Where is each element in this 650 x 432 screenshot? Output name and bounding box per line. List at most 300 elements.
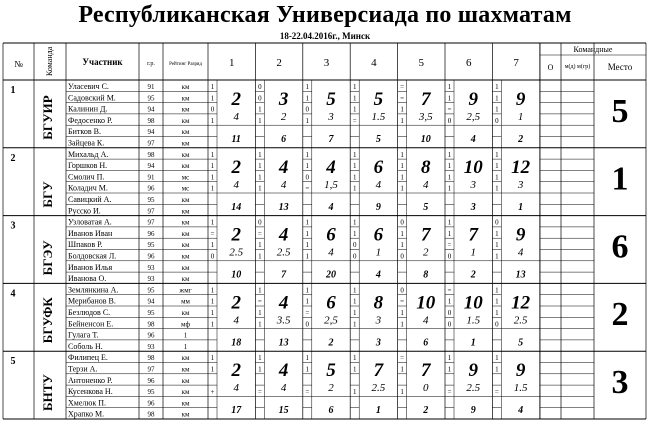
player-year: 93	[147, 263, 155, 272]
player-year: 95	[147, 196, 155, 204]
player-year: 94	[147, 128, 155, 137]
round-score: 2.5	[276, 246, 291, 259]
game-result: =	[447, 241, 452, 250]
player-year: 96	[147, 252, 155, 261]
round-cumulative: 4	[278, 156, 289, 178]
game-result: 1	[495, 162, 499, 171]
team-name: БГУФК	[40, 297, 55, 344]
game-result: 1	[352, 388, 357, 397]
game-result: =	[210, 229, 215, 238]
game-result: 1	[495, 83, 499, 91]
round-total: 10	[231, 269, 242, 281]
game-result: 0	[352, 252, 357, 261]
game-result: 1	[447, 83, 452, 91]
player-rating: км	[181, 128, 190, 137]
player-name: Шпаков Р.	[68, 240, 103, 250]
player-rating: км	[181, 309, 190, 317]
player-rating: мс	[181, 184, 190, 193]
game-result: 1	[258, 105, 262, 114]
round-total: 4	[328, 201, 334, 213]
game-result: 1	[447, 365, 452, 374]
round-score: 2,5	[466, 111, 481, 123]
round-cumulative: 4	[326, 156, 336, 178]
game-result: 0	[447, 116, 452, 125]
game-result: 1	[447, 162, 452, 171]
round-score: 1	[517, 111, 524, 123]
player-rating: мс	[181, 173, 190, 182]
game-result: =	[400, 94, 405, 103]
game-result: 1	[305, 218, 310, 227]
game-result: 1	[447, 297, 452, 306]
game-result: =	[305, 309, 310, 317]
header-round-5: 5	[418, 57, 425, 69]
player-name: Бейненсон Е.	[68, 319, 114, 329]
game-result: 1	[495, 105, 499, 114]
game-result: 1	[210, 241, 215, 250]
player-rating: км	[181, 354, 190, 363]
round-total: 5	[423, 201, 429, 213]
game-result: 0	[495, 218, 499, 227]
player-year: 97	[147, 365, 155, 374]
game-result: 1	[447, 354, 452, 363]
game-result: 1	[258, 309, 262, 317]
game-result: 1	[400, 229, 404, 238]
team-place: 2	[611, 296, 629, 334]
round-cumulative: 5	[326, 360, 336, 382]
game-result: 1	[258, 241, 262, 250]
round-score: 2.5	[466, 382, 481, 395]
game-result: 1	[495, 173, 499, 182]
game-result: 1	[495, 365, 499, 374]
round-score: 1.5	[466, 314, 481, 327]
round-total: 13	[278, 201, 289, 213]
player-year: 95	[147, 309, 155, 317]
event-date-location: 18-22.04.2016г., Минск	[279, 31, 371, 41]
round-total: 4	[375, 269, 381, 281]
player-name: Садовский М.	[68, 93, 116, 103]
team-number: 3	[10, 220, 16, 232]
player-rating: км	[181, 196, 190, 204]
round-total: 2	[518, 134, 524, 145]
round-cumulative: 8	[421, 156, 431, 178]
player-name: Горшков Н.	[68, 161, 108, 171]
player-name: Калинин Д.	[68, 104, 108, 114]
player-rating: км	[181, 263, 190, 272]
game-result: 1	[210, 162, 215, 171]
player-year: 91	[147, 83, 155, 91]
player-name: Федосенко Р.	[68, 115, 113, 125]
game-result: 0	[305, 173, 310, 182]
round-cumulative: 10	[416, 292, 436, 314]
round-cumulative: 6	[373, 156, 384, 178]
player-name: Болдовская Л.	[68, 251, 117, 261]
game-result: 1	[495, 297, 499, 306]
game-result: 1	[352, 320, 357, 329]
player-year: 94	[147, 105, 155, 114]
game-result: 1	[447, 218, 452, 227]
game-result: 0	[258, 218, 262, 227]
round-total: 17	[231, 405, 242, 417]
round-score: 2	[328, 382, 334, 395]
game-result: 1	[258, 354, 262, 363]
player-name: Мерибанов В.	[68, 296, 116, 306]
game-result: 1	[495, 354, 499, 363]
player-rating: км	[181, 116, 190, 125]
player-name: Храпко М.	[68, 409, 105, 419]
game-result: 1	[400, 150, 404, 159]
header-num: №	[14, 59, 23, 69]
round-score: 3	[375, 314, 382, 327]
game-result: 1	[305, 162, 310, 171]
team-name: БГЭУ	[40, 240, 55, 276]
round-total: 5	[518, 337, 524, 349]
player-year: 96	[147, 399, 155, 408]
game-result: 0	[400, 218, 404, 227]
player-year: 95	[147, 241, 155, 250]
game-result: 1	[352, 218, 357, 227]
team-place: 3	[611, 364, 629, 402]
game-result: 1	[352, 94, 357, 103]
game-result: 1	[447, 150, 452, 159]
player-rating: км	[181, 376, 190, 385]
game-result: 1	[210, 297, 215, 306]
player-name: Михальд А.	[68, 149, 109, 159]
round-total: 18	[231, 337, 242, 349]
player-rating: км	[181, 218, 190, 227]
game-result: 0	[210, 252, 215, 261]
round-total: 5	[375, 134, 381, 145]
player-rating: км	[181, 252, 190, 261]
round-score: 0	[423, 382, 429, 395]
header-player: Участник	[82, 57, 123, 67]
round-cumulative: 2	[231, 292, 241, 314]
round-total: 2	[423, 405, 429, 417]
game-result: 1	[352, 83, 357, 91]
game-result: 1	[400, 241, 404, 250]
player-name: Узловатая А.	[68, 217, 112, 227]
game-result: 1	[400, 320, 404, 329]
round-score: 4	[233, 314, 239, 327]
round-total: 1	[470, 337, 476, 349]
player-rating: км	[181, 399, 190, 408]
player-year: 94	[147, 162, 155, 171]
round-cumulative: 7	[468, 224, 478, 246]
player-year: 93	[147, 342, 155, 351]
game-result: 1	[352, 173, 357, 182]
round-cumulative: 7	[421, 360, 431, 382]
player-rating: км	[181, 410, 190, 419]
round-cumulative: 2	[231, 224, 241, 246]
game-result: =	[257, 229, 262, 238]
team-number: 4	[10, 288, 16, 300]
team-name: БНТУ	[40, 374, 55, 411]
round-score: 4	[233, 111, 239, 123]
round-score: 4	[280, 178, 287, 191]
round-score: 4	[233, 382, 239, 395]
player-rating: км	[181, 275, 190, 284]
round-cumulative: 4	[278, 292, 289, 314]
game-result: 0	[305, 320, 310, 329]
game-result: 1	[352, 365, 357, 374]
game-result: 1	[495, 229, 499, 238]
round-cumulative: 2	[231, 156, 241, 178]
round-cumulative: 7	[373, 360, 384, 382]
game-result: =	[305, 184, 310, 193]
round-score: 4	[328, 246, 334, 259]
player-name: Савицкий А.	[68, 195, 112, 204]
player-name: Антоненко Р.	[68, 375, 113, 385]
game-result: 1	[305, 116, 310, 125]
player-name: Иванова О.	[68, 274, 107, 284]
game-result: 1	[447, 229, 452, 238]
player-year: 96	[147, 229, 155, 238]
player-year: 91	[147, 173, 155, 182]
player-name: Соболь Н.	[68, 341, 103, 351]
game-result: 1	[305, 354, 310, 363]
game-result: =	[400, 297, 405, 306]
game-result: 1	[305, 94, 310, 103]
team-place: 6	[611, 228, 629, 266]
game-result: =	[352, 116, 357, 125]
player-rating: мф	[181, 320, 190, 329]
round-cumulative: 10	[463, 156, 483, 178]
game-result: 1	[352, 229, 357, 238]
round-total: 6	[423, 337, 429, 349]
player-rating: км	[181, 229, 190, 238]
player-year: 96	[147, 184, 155, 193]
round-score: 3	[470, 178, 476, 191]
game-result: 1	[258, 365, 262, 374]
round-cumulative: 3	[278, 89, 289, 110]
player-rating: км	[181, 94, 190, 103]
round-total: 9	[375, 201, 381, 213]
team-name: БГУ	[40, 181, 55, 208]
game-result: 0	[210, 105, 215, 114]
round-cumulative: 2	[231, 360, 241, 382]
game-result: 1	[352, 286, 357, 295]
round-cumulative: 9	[515, 89, 526, 110]
round-cumulative: 9	[468, 89, 478, 110]
game-result: 1	[495, 241, 499, 250]
round-total: 6	[328, 405, 334, 417]
game-result: 1	[400, 116, 404, 125]
header-points: О	[547, 63, 554, 72]
round-cumulative: 7	[421, 224, 431, 246]
round-cumulative: 4	[278, 224, 289, 246]
game-result: 1	[210, 184, 215, 193]
player-rating: км	[181, 105, 190, 114]
game-result: 1	[447, 94, 452, 103]
header-team-results: Командные	[573, 45, 613, 54]
game-result: 1	[495, 309, 499, 317]
round-total: 11	[231, 134, 241, 145]
player-name: Битков В.	[68, 127, 101, 137]
player-year: 97	[147, 207, 155, 216]
player-rating: км	[181, 139, 190, 148]
game-result: 1	[258, 184, 262, 193]
game-result: =	[494, 388, 499, 397]
team-place: 5	[611, 92, 629, 130]
game-result: 1	[210, 150, 215, 159]
game-result: 1	[447, 184, 452, 193]
team-number: 2	[10, 152, 16, 164]
round-total: 1	[518, 201, 524, 213]
game-result: 1	[400, 162, 404, 171]
round-total: 13	[515, 269, 526, 281]
game-result: 1	[258, 150, 262, 159]
round-cumulative: 6	[373, 224, 384, 246]
player-year: 96	[147, 376, 155, 385]
game-result: 1	[210, 286, 215, 295]
player-year: 98	[147, 410, 155, 419]
game-result: 1	[352, 297, 357, 306]
game-result: 0	[495, 116, 499, 125]
game-result: 1	[400, 388, 404, 397]
game-result: 0	[400, 252, 404, 261]
game-result: 1	[400, 105, 404, 114]
round-cumulative: 6	[326, 224, 336, 246]
game-result: 0	[258, 94, 262, 103]
player-year: 98	[147, 354, 155, 363]
game-result: +	[210, 388, 215, 397]
game-result: 0	[447, 252, 452, 261]
player-name: Гулага Т.	[68, 330, 99, 340]
game-result: 1	[258, 116, 262, 125]
round-score: 2.5	[371, 382, 386, 395]
game-result: 0	[447, 309, 452, 317]
player-name: Безлюдов С.	[68, 308, 111, 317]
header-match-points: м(д) м(гр)	[564, 64, 591, 70]
game-result: =	[400, 83, 405, 91]
round-score: 4	[423, 314, 429, 327]
player-year: 93	[147, 275, 155, 284]
game-result: 1	[305, 286, 310, 295]
round-total: 6	[281, 134, 287, 145]
game-result: =	[447, 286, 452, 295]
round-total: 2	[470, 269, 476, 281]
round-total: 2	[328, 337, 334, 349]
game-result: 1	[305, 241, 310, 250]
header-round-1: 1	[228, 57, 235, 69]
game-result: 0	[305, 105, 310, 114]
game-result: 1	[352, 309, 357, 317]
player-rating: 1	[183, 331, 188, 340]
game-result: 1	[210, 365, 215, 374]
round-cumulative: 9	[468, 360, 478, 382]
game-result: =	[305, 388, 310, 397]
game-result: 1	[495, 94, 499, 103]
round-total: 14	[231, 201, 242, 213]
game-result: 1	[210, 116, 215, 125]
player-rating: км	[181, 162, 190, 171]
player-year: 95	[147, 286, 155, 295]
game-result: 0	[495, 320, 499, 329]
round-cumulative: 7	[421, 89, 431, 110]
game-result: 1	[305, 83, 310, 91]
player-rating: км	[181, 150, 190, 159]
player-name: Зайцева К.	[68, 138, 105, 148]
game-result: 1	[258, 286, 262, 295]
round-score: 4	[423, 178, 429, 191]
player-rating: км	[181, 241, 190, 250]
player-year: 98	[147, 116, 155, 125]
player-rating: км	[181, 365, 190, 374]
round-cumulative: 8	[373, 292, 384, 314]
round-cumulative: 9	[515, 360, 526, 382]
game-result: 1	[495, 286, 499, 295]
round-score: 3	[328, 111, 334, 123]
team-number: 5	[10, 356, 16, 368]
player-name: Русско И.	[68, 206, 101, 216]
player-name: Смолич П.	[68, 172, 105, 182]
player-year: 97	[147, 218, 155, 227]
round-score: 4	[517, 246, 524, 259]
team-place: 1	[611, 160, 629, 198]
game-result: 1	[258, 173, 262, 182]
round-cumulative: 6	[326, 292, 336, 314]
player-name: Землянкина А.	[68, 285, 119, 295]
game-result: 1	[352, 150, 357, 159]
round-score: 1	[470, 246, 476, 259]
game-result: 1	[495, 150, 499, 159]
round-cumulative: 4	[278, 360, 289, 382]
round-score: 4	[233, 178, 239, 191]
header-place: Место	[607, 62, 633, 72]
header-round-2: 2	[276, 57, 282, 69]
game-result: 1	[305, 297, 310, 306]
game-result: =	[447, 388, 452, 397]
player-name: Кусенкова Н.	[68, 387, 113, 397]
game-result: 0	[400, 286, 404, 295]
round-total: 20	[326, 269, 336, 281]
round-cumulative: 2	[231, 89, 241, 110]
header-year: г.р.	[147, 61, 155, 67]
game-result: 1	[210, 94, 215, 103]
round-score: 2.5	[513, 314, 528, 327]
round-total: 4	[518, 405, 524, 417]
game-result: =	[447, 105, 452, 114]
round-score: 4	[375, 178, 382, 191]
round-total: 4	[470, 134, 476, 145]
player-name: Хмелюк П.	[68, 398, 107, 408]
game-result: =	[257, 388, 262, 397]
game-result: 1	[258, 162, 262, 171]
player-year: 95	[147, 94, 155, 103]
game-result: =	[257, 297, 262, 306]
round-score: 3.5	[276, 314, 291, 327]
game-result: 1	[352, 162, 357, 171]
game-result: 1	[305, 229, 310, 238]
team-name: БГУИР	[40, 95, 55, 140]
round-cumulative: 12	[511, 292, 531, 314]
round-score: 2	[280, 111, 287, 123]
round-cumulative: 5	[326, 89, 336, 110]
game-result: 1	[210, 320, 215, 329]
player-name: Филипец Е.	[68, 353, 108, 363]
game-result: 1	[400, 365, 404, 374]
header-team: Команда	[45, 46, 54, 76]
round-score: 3,5	[418, 111, 433, 123]
game-result: 1	[210, 354, 215, 363]
player-year: 96	[147, 331, 155, 340]
game-result: 1	[400, 184, 404, 193]
header-rating: Рейтинг Разряд	[169, 62, 202, 67]
player-rating: жмг	[179, 286, 192, 295]
round-score: 2,5	[324, 314, 338, 327]
game-result: 1	[447, 173, 452, 182]
game-result: 1	[305, 365, 310, 374]
game-result: =	[400, 354, 405, 363]
